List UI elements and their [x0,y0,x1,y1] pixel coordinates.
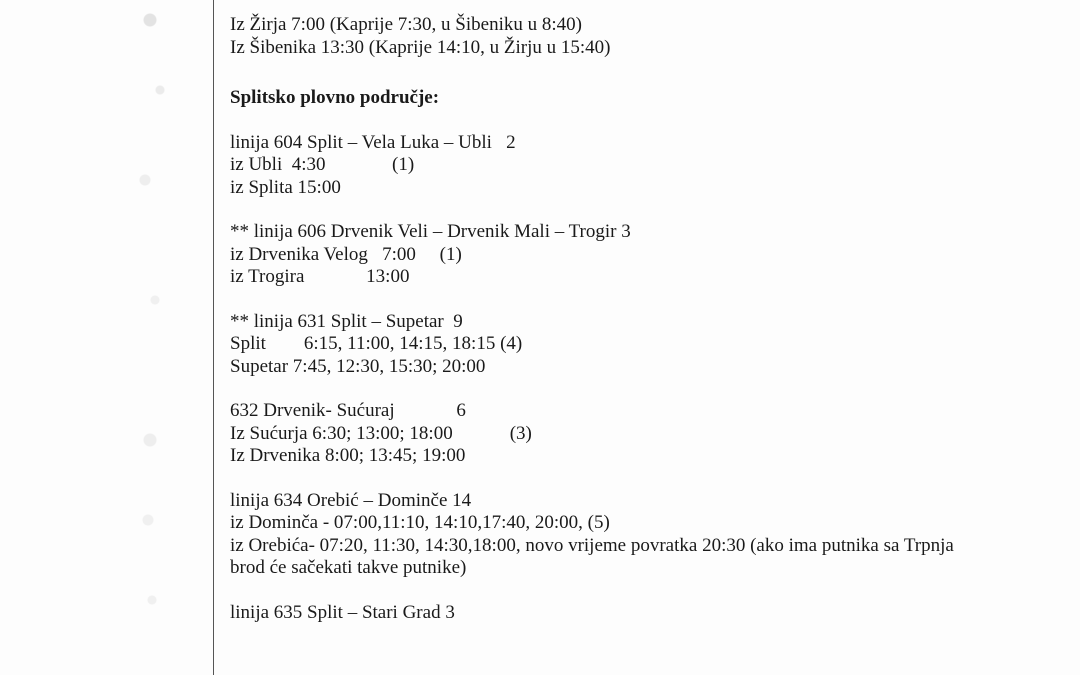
block-line-634 [230,490,1050,580]
text-line: 632 Drvenik- Sućuraj 6 [230,400,466,421]
text-line: linija 604 Split – Vela Luka – Ubli 2 [230,131,516,153]
text-line: Iz Žirja 7:00 (Kaprije 7:30, u Šibeniku u 8:40) [230,14,582,35]
text-line: ** linija 631 Split – Supetar 9 [230,310,463,332]
text-line: iz Trogira 13:00 [230,266,410,287]
document-body [230,14,1050,624]
block-line-604 [230,132,1050,200]
text-line: linija 635 Split – Stari Grad 3 [230,601,455,623]
text-line: Iz Šibenika 13:30 (Kaprije 14:10, u Žirju u 15:40) [230,36,611,58]
block-line-632 [230,400,1050,468]
text-line: Iz Sućurja 6:30; 13:00; 18:00 (3) [230,422,532,444]
text-line: iz Orebića- 07:20, 11:30, 14:30,18:00, novo vrijeme povratka 20:30 (ako ima putnika sa Trpnja brod će sačekati takve putnike) [230,534,954,578]
text-line: iz Ubli 4:30 (1) [230,154,415,175]
text-line: iz Dominča - 07:00,11:10, 14:10,17:40, 20:00, (5) [230,512,610,533]
text-line: iz Drvenika Velog 7:00 (1) [230,243,462,265]
block-line-606 [230,221,1050,289]
section-heading: Splitsko plovno područje: [230,87,440,108]
scan-artifacts [0,0,200,675]
block-line-635 [230,602,1050,625]
margin-rule [213,0,214,675]
text-line: Iz Drvenika 8:00; 13:45; 19:00 [230,445,466,466]
text-line: iz Splita 15:00 [230,176,341,198]
block-zirje [230,14,1050,59]
text-line: Split 6:15, 11:00, 14:15, 18:15 (4) [230,333,523,354]
block-line-631 [230,311,1050,379]
text-line: ** linija 606 Drvenik Veli – Drvenik Mali – Trogir 3 [230,221,631,242]
text-line: Supetar 7:45, 12:30, 15:30; 20:00 [230,355,486,377]
text-line: linija 634 Orebić – Dominče 14 [230,489,472,511]
